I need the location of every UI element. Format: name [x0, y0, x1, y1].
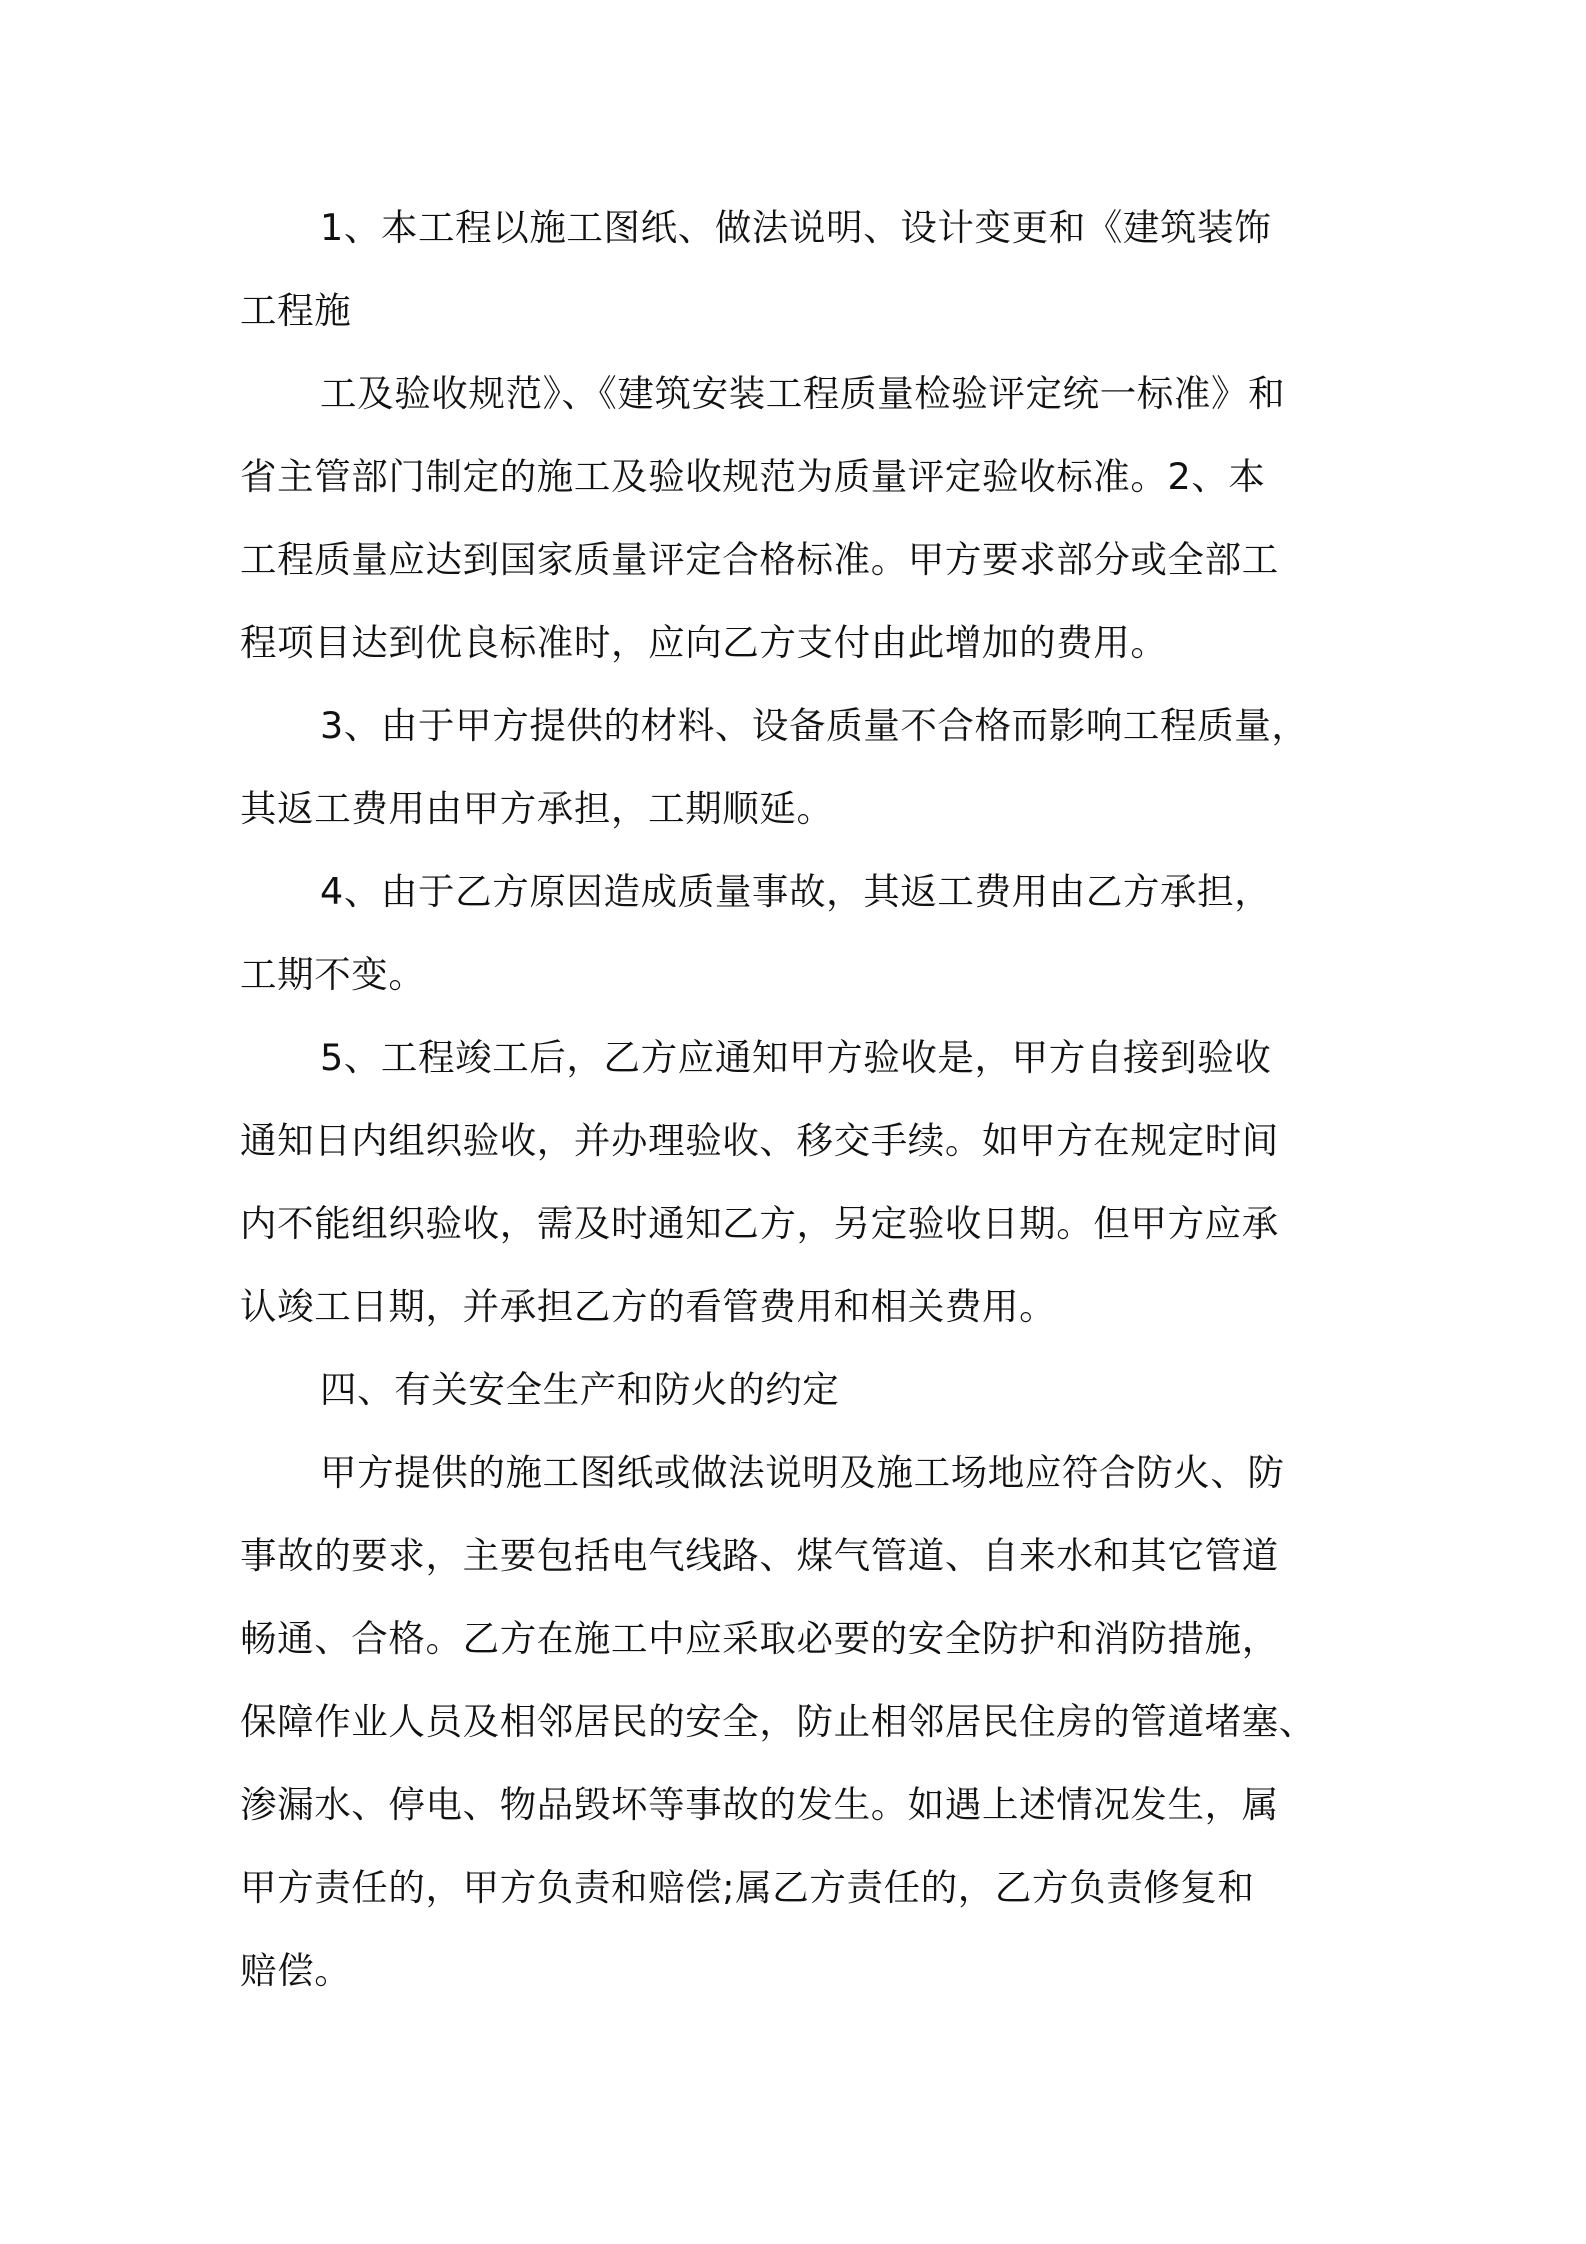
text-line: 4、由于乙方原因造成质量事故，其返工费用由乙方承担， [320, 870, 1272, 913]
text-line: 内不能组织验收，需及时通知乙方，另定验收日期。但甲方应承 [240, 1202, 1279, 1245]
text-line: 渗漏水、停电、物品毁坏等事故的发生。如遇上述情况发生，属 [240, 1783, 1279, 1826]
text-line: 通知日内组织验收，并办理验收、移交手续。如甲方在规定时间 [240, 1119, 1279, 1162]
document-body [240, 186, 1360, 2012]
text-line: 事故的要求，主要包括电气线路、煤气管道、自来水和其它管道 [240, 1534, 1279, 1577]
text-line: 甲方提供的施工图纸或做法说明及施工场地应符合防火、防 [320, 1451, 1285, 1494]
text-line: 赔偿。 [240, 1949, 352, 1992]
text-line: 省主管部门制定的施工及验收规范为质量评定验收标准。2、本 [240, 455, 1266, 498]
text-line: 工及验收规范》、《建筑安装工程质量检验评定统一标准》和 [320, 372, 1286, 415]
text-line: 保障作业人员及相邻居民的安全，防止相邻居民住房的管道堵塞、 [240, 1700, 1316, 1743]
text-line: 其返工费用由甲方承担，工期顺延。 [240, 787, 834, 830]
text-line: 工程施 [240, 289, 352, 332]
text-line: 1、本工程以施工图纸、做法说明、设计变更和《建筑装饰 [320, 206, 1272, 249]
text-line: 畅通、合格。乙方在施工中应采取必要的安全防护和消防措施， [240, 1617, 1279, 1660]
text-line: 工程质量应达到国家质量评定合格标准。甲方要求部分或全部工 [240, 538, 1279, 581]
text-line: 甲方责任的，甲方负责和赔偿;属乙方责任的，乙方负责修复和 [240, 1866, 1255, 1909]
text-line: 程项目达到优良标准时，应向乙方支付由此增加的费用。 [240, 621, 1168, 664]
text-line: 工期不变。 [240, 953, 426, 996]
text-line: 5、工程竣工后，乙方应通知甲方验收是，甲方自接到验收 [320, 1036, 1272, 1079]
text-line: 认竣工日期，并承担乙方的看管费用和相关费用。 [240, 1285, 1057, 1328]
text-line: 3、由于甲方提供的材料、设备质量不合格而影响工程质量， [320, 704, 1309, 747]
section-heading: 四、有关安全生产和防火的约定 [320, 1368, 840, 1411]
